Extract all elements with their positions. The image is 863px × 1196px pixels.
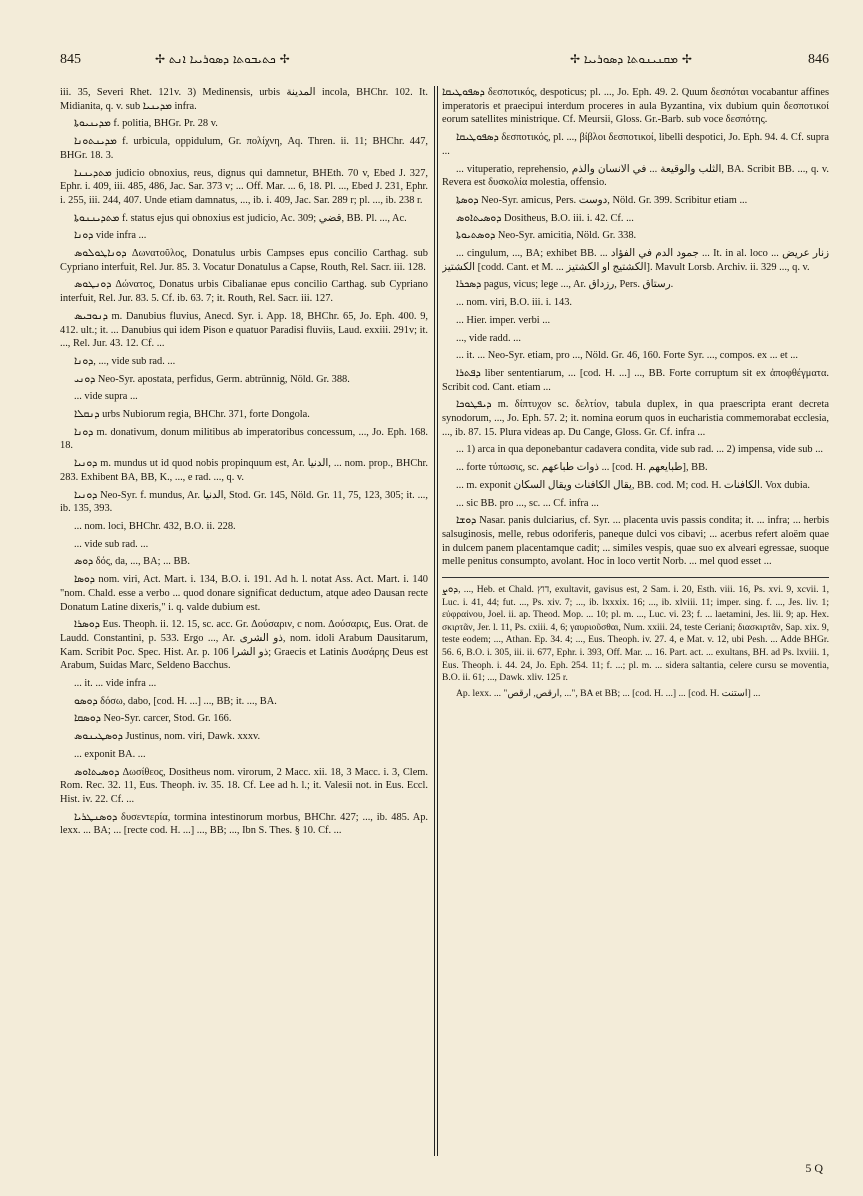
column-divider — [434, 86, 438, 1156]
page-header — [60, 50, 829, 74]
dictionary-entry: ... exponit BA. ... — [74, 748, 146, 760]
footnote: ܕܘܨ, ..., Heb. et Chald. דוץ, exultavit, gavisus est, 2 Sam. i. 20, Esth. viii. 16, Ps. xvi. 9, xcvii. 1, Luc. i. 41, 44; fut. ..., Ps. xiv. 7; ..., ib. lxxxix. 16; ..., ib. xlviii. 11; imper. sing. f. ..., Jes. liv. 1; εὐφραίνου, Joel. ii. ap. Theod. Mop. ... 10; pl. m. ..., Luc. vi. 23; f. ... laetamini, Jes. lii. 9; ap. Hex. σκιρτᾶν, Jer. l. 11, Ps. cxiii. 4, 6; γαυριοῦσθαι, Num. xxiii. 24, teste Ceriani; διασκιρτᾶν, Sap. xix. 9, teste eodem; ..., Athan. Ep. 34. 4; ..., Eus. Theoph. iv. 27. 4, e Mat. v. 12, ubi Pesh. ... Adde BHGr. 56. 6, B.O. i. 305, iii. ii. 677, Ephr. i. 393, Off. Mar. ... 16. Part. act. ... exultans, BH. ad Ps. lxviii. 1, Eus. Theoph. i. 44. 24, Jo. Eph. 254. 11; f. ...; pl. m. ... sidera saltantia, celere cursu se moventia, B.O. ii. 61; ..., Dawk. xliv. 125 r. — [442, 584, 829, 684]
footnote: Ap. lexx. ... "ارقص, ارقص, ...", BA et BB; ... [cod. H. ...] ... [cod. H. استنت] ... — [456, 687, 761, 699]
dictionary-entry: ... Hier. imper. verbi ... — [456, 314, 551, 326]
dictionary-entry: ... m. exponit يقال الكافنات ويقال السكان, BB. cod. M; cod. H. الكافنات. Vox dubia. — [456, 479, 810, 491]
dictionary-entry: ܕܘܢܐ, ..., vide sub rad. ... — [74, 355, 176, 367]
dictionary-entry: ..., vide radd. ... — [456, 332, 521, 344]
dictionary-entry: ܕܣܦܘܛܝܩܐ δεσποτικός, pl. ..., βίβλοι δεσποτικοί, libelli despotici, Jo. Eph. 94. 4. Cf. supra ... — [442, 132, 829, 157]
running-head-left: ✢ ܟܬܝܒܘܬܐ ܕܣܘܪܝܝܐ ܐܢܬ ✢ — [155, 52, 290, 66]
dictionary-entry: ... it. ... vide infra ... — [74, 678, 157, 690]
dictionary-entry: ܕܦܬܪܐ liber sententiarum, ... [cod. H. ...] ..., BB. Forte corruptum sit ex ἀποφθέγματα. Scribit cod. Cant. etiam ... — [442, 367, 829, 393]
dictionary-entry: ܕܘܣܝܬܐܘܣ Δωσίθεος, Dositheus nom. virorum, 2 Macc. xii. 18, 3 Macc. i. 3, Clem. Rom. Rec. 32. 11, Eus. Theoph. iv. 35. 18. Cf. Lee ad h. l.; it. Valesii not. in Eus. Eccl. Hist. iv. 22. Cf. ... — [60, 766, 428, 805]
right-column — [442, 86, 829, 1156]
dictionary-entry: ܕܘܢܝܐ Neo-Syr. f. mundus, Ar. الدنيا, Stod. Gr. 145, Nöld. Gr. 11, 75, 123, 305; it. ..., ib. 135, 393. — [60, 489, 428, 515]
dictionary-entry: ܕܘܢܝܐ m. mundus ut id quod nobis propinquum est, Ar. الدنيا, ... nom. prop., BHChr. 283. Exhibent BA, BB, K., ..., e rad. ..., q. v. — [60, 458, 428, 483]
dictionary-entry: iii. 35, Severi Rhet. 121v. 3) Medinensis, urbis المدينة incola, BHChr. 102. It. Midianita, q. v. sub ܡܕܝܢܝܐ infra. — [60, 87, 428, 112]
dictionary-entry: ܕܢܩܠܐ urbs Nubiorum regia, BHChr. 371, forte Dongola. — [74, 409, 310, 421]
left-page-number: 845 — [60, 52, 81, 67]
dictionary-entry: ܕܣܦܘܛܝܩܐ δεσποτικός, despoticus; pl. ..., Jo. Eph. 49. 2. Quum δεσπόται vocabantur affines imperatoris et praecipui interdum proceres in aula Byzantina, vix dubium quin δεσποτικοί eorum satellites ministrique. Cf. Meursii, Gloss. Gr.-Barb. sub voce δεσπότης. — [442, 87, 829, 126]
footnotes — [442, 577, 829, 700]
dictionary-entry: ... nom. viri, B.O. iii. i. 143. — [456, 297, 573, 309]
running-head-right: ✢ ܡܩܢܝܢܘܬܐ ܕܣܘܪܝܝܐ ✢ — [570, 52, 692, 66]
dictionary-entry: ܕܣܟܪܐ pagus, vicus; lege ..., Ar. رزداق, Pers. رستاق. — [456, 279, 674, 291]
dictionary-entry: ... vituperatio, reprehensio, الثلب والوقيعة ... في الانسان والذم, BA. Scribit BB. ..., q. v. Revera est δυσκολία molestia, offensio. — [442, 163, 829, 189]
dictionary-entry: ܕܘܣܐ nom. viri, Act. Mart. i. 134, B.O. i. 191. Ad h. l. notat Ass. Act. Mart. i. 140 "nom. Chald. esse a verbo ... quod donare significat deductum, atque adeo Dausan recte Donatum Latine dixeris," i. q. valde dubium est. — [60, 574, 428, 613]
dictionary-entry: ܕܝܦܛܘܟܐ m. δίπτυχον sc. δελτίον, tabula duplex, in qua praescripta erant decreta synodorum, ..., Jo. Eph. 57. 2; it. nomina eorum quos in eucharistia commemorabat ecclesia, ..., ib. 87. 15. Plura videas ap. Du Cange, Gloss. Gr. Cf. infra ... — [442, 399, 829, 438]
dictionary-entry: ܕܘܣܛܝܢܘܣ Justinus, nom. viri, Dawk. xxxv. — [74, 731, 261, 743]
dictionary-entry: ܕܘܫܐ Nasar. panis dulciarius, cf. Syr. ... placenta uvis passis condita; it. ... infra; ... herbis salsuginosis, melle, rebus odoriferis, paneque dulci vos cibavi; ... acerbus refert aloëm quae in dulcem panem placentamque cadit; ... similes vespis, quae suo ex alveari egressae, suoque melle penitus consumpto, avolant. Hoc in loco vertit Norb. ... mel quod esset ... — [442, 515, 829, 568]
dictionary-entry: ܕܘܣܪܐ Eus. Theoph. ii. 12. 15, sc. acc. Gr. Δούσαριν, c nom. Δούσαρις, Eus. Orat. de Laudd. Constantini, p. 533. Ergo ..., Ar. ذو الشرى, nom. idoli Arabum Dausitarum, Kam. Scribit Poc. Spec. Hist. Ar. p. 106 ذو الشرا; Graecis et Latinis Δυσάρης Deus est Arabum, Suidas Marc, Seldeno Bacchus. — [60, 619, 428, 672]
dictionary-entry: ܕܘܣܩܐ Neo-Syr. carcer, Stod. Gr. 166. — [74, 713, 232, 725]
two-column-body — [60, 86, 829, 1156]
dictionary-entry: ܕܘܣܬܐ Neo-Syr. amicus, Pers. دوست, Nöld. Gr. 399. Scribitur etiam ... — [456, 194, 748, 206]
dictionary-entry: ܡܬܕܝܢܢܐ judicio obnoxius, reus, dignus qui damnetur, BHEth. 70 v, Ebed J. 327, Ephr. i. 409, iii. 485, 486, Jac. Sar. 373 v; ... Off. Mar. ... 6, 18. Pl. ..., Ebed J. 231, Ephr. i. 255, iii. 244, 407. Unde etiam damnatus, ..., ib. i. 409, Jac. Sar. 289 r; pl. ..., ib. 238 r. — [60, 167, 428, 206]
dictionary-entry: ... forte τύπωσις, sc. ذوات طباعهم ... [cod. H. طبايعهم], BB. — [456, 462, 708, 474]
signature-mark: 5 Q — [805, 1161, 823, 1175]
dictionary-entry: ܕܘܢܐ vide infra ... — [74, 230, 147, 242]
dictionary-entry: ܕܘܣܘ δόσω, dabo, [cod. H. ...] ..., BB; it. ..., BA. — [74, 695, 277, 707]
dictionary-entry: ... 1) arca in qua deponebantur cadavera condita, vide sub rad. ... 2) impensa, vide sub ... — [456, 444, 824, 456]
dictionary-entry: ܡܕܝܢܬܘܢܐ f. urbicula, oppidulum, Gr. πολίχνη, Aq. Thren. ii. 11; BHChr. 447, BHGr. 18. 3. — [60, 136, 428, 161]
dictionary-entry: ܕܘܢܐܛܘܠܘܣ Δωνατοῦλος, Donatulus urbis Campses epus concilio Carthag. sub Cypriano interfuit, Rel. Jur. 85. 3. Vocatur Donatulus a Capse, Routh, Rel. Sacr. iii. 128. — [60, 248, 428, 273]
left-column — [60, 86, 428, 1156]
dictionary-entry: ... nom. loci, BHChr. 432, B.O. ii. 228. — [74, 520, 236, 532]
dictionary-entry: ܡܬܕܝܢܢܘܬܐ f. status ejus qui obnoxius est judicio, Ac. 309; قضي, BB. Pl. ..., Ac. — [74, 212, 407, 224]
dictionary-entry: ܕܘܣܝܬܐܘܣ Dositheus, B.O. iii. i. 42. Cf. ... — [456, 212, 634, 224]
dictionary-entry: ܕܘܣܢܛܪܝܐ δυσεντερία, tormina intestinorum morbus, BHChr. 427; ..., ib. 485. Ap. lexx. ... BA; ... [recte cod. H. ...] ..., BB; ..., Ibn S. Thes. § 10. Cf. ... — [60, 811, 428, 837]
dictionary-entry: ܕܘܣ δός, da, ..., BA; ... BB. — [74, 556, 190, 568]
dictionary-entry: ܕܘܢܛܘܣ Δώνατος, Donatus urbis Cibalianae epus concilio Carthag. sub Cypriano interfuit, Rel. Jur. 83. 5. Cf. ib. 63. 7; it. Routh, Rel. Sacr. iii. 127. — [60, 279, 428, 305]
dictionary-entry: ܕܢܘܒܝܣ m. Danubius fluvius, Anecd. Syr. i. App. 18, BHChr. 65, Jo. Eph. 400. 9, 412. ult.; it. ... Danubius qui idem Pison e quatuor Paradisi fluviis, Laud. exxiii. 291v; it. ..., Rel. Jur. 43. 12. Cf. ... — [60, 310, 428, 350]
dictionary-entry: ... it. ... Neo-Syr. etiam, pro ..., Nöld. Gr. 46, 160. Forte Syr. ..., compos. ex ... et ... — [456, 350, 798, 362]
right-column-entries — [442, 86, 829, 569]
dictionary-entry: ܕܘܢܝ Neo-Syr. apostata, perfidus, Germ. abtrünnig, Nöld. Gr. 388. — [74, 373, 350, 385]
right-page-number: 846 — [808, 52, 829, 67]
dictionary-entry: ... cingulum, ..., BA; exhibet BB. ... جمود الدم في الفؤاد ... It. in al. loco ... زنار عريض الكشتيز [codd. Cant. et M. ... الكشتيج او الكشتيز]. Mavult Lorsb. Archiv. ii. 329 ..., q. v. — [442, 248, 829, 273]
dictionary-entry: ... vide sub rad. ... — [74, 538, 149, 550]
dictionary-entry: ܕܘܢܐ m. donativum, donum militibus ab imperatoribus concessum, ..., Jo. Eph. 168. 18. — [60, 426, 428, 452]
dictionary-entry: ... sic BB. pro ..., sc. ... Cf. infra ... — [456, 497, 599, 509]
dictionary-entry: ܕܘܣܬܝܘܬܐ Neo-Syr. amicitia, Nöld. Gr. 338. — [456, 230, 637, 242]
dictionary-entry: ... vide supra ... — [74, 391, 138, 403]
dictionary-entry: ܡܕܝܢܝܘܬܐ f. politia, BHGr. Pr. 28 v. — [74, 118, 218, 130]
